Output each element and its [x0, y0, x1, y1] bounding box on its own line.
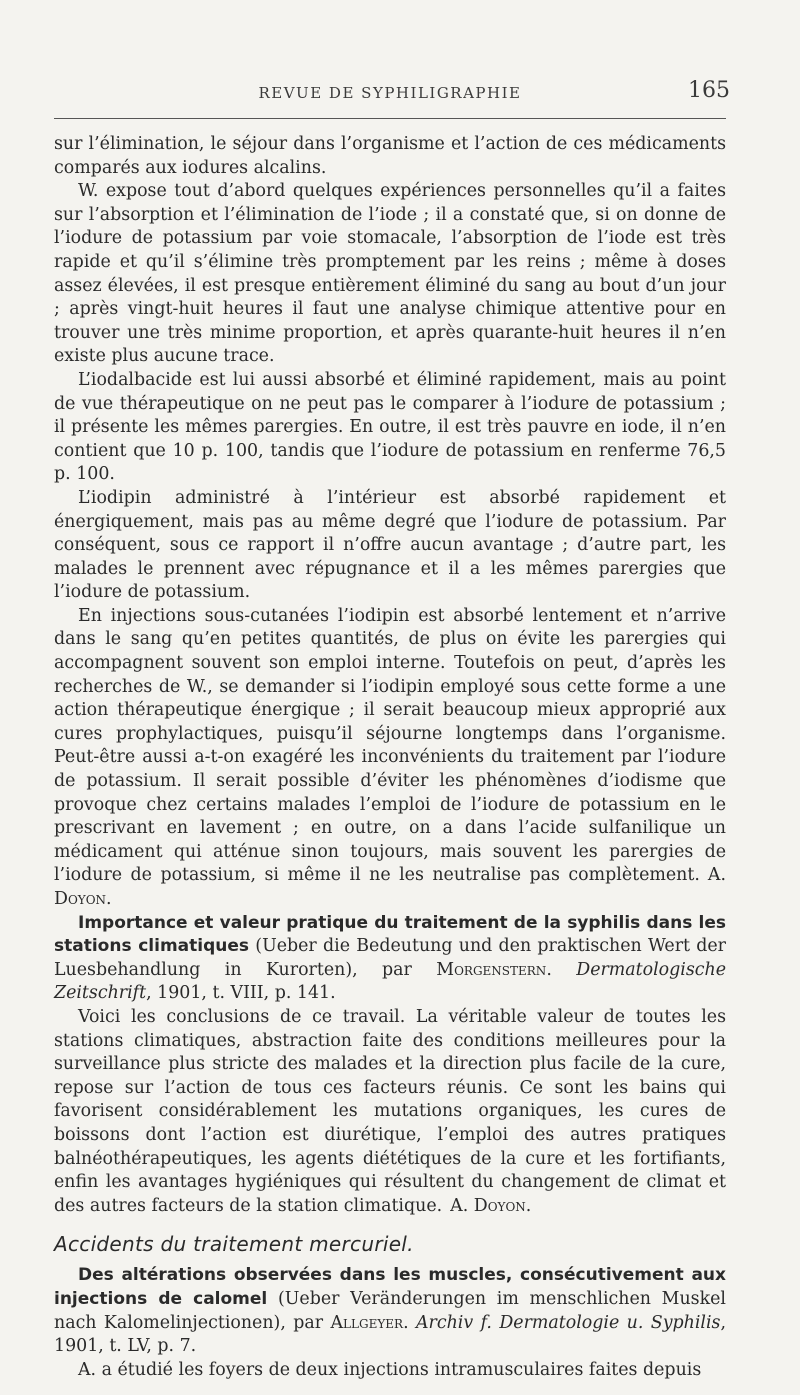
signature-doyon-1: A. Doyon. — [54, 865, 726, 909]
paragraph-1: sur l’élimination, le séjour dans l’organisme et l’action de ces médicaments comparés aux iodures alcalins. — [54, 134, 726, 178]
article-1-ref-b: . — [546, 959, 577, 980]
paragraph-5-text: En injections sous-cutanées l’iodipin est absorbé lentement et n’arrive dans le sang qu’en petites quantités, de plus on évite les parergies qui accompagnent souvent son emploi interne. Toutefois on peut, d’après les recherches de W., se demander si l’iodipin employé sous cette forme a une action thérapeutique énergique ; il serait beaucoup mieux approprié aux cures prophylactiques, puisqu’il séjourne longtemps dans l’organisme. Peut-être aussi a-t-on exagéré les inconvénients du traitement par l’iodure de potassium. Il serait possible d’éviter les phénomènes d’iodisme que provoque chez certains malades l’emploi de l’iodure de potassium en le prescrivant en lavement ; en outre, on a dans l’acide sulfanilique un médicament qui atténue sinon toujours, mais souvent les parergies de l’iodure de potassium, si même il ne les neutralise pas complètement. — [54, 605, 726, 886]
article-2-ref-a: (Ueber Veränderungen im menschlichen Muskel nach Kalomelinjectionen), par — [54, 1288, 726, 1333]
paragraph-2: W. expose tout d’abord quelques expériences personnelles qu’il a faites sur l’absorption et l’élimination de l’iode ; il a constaté que, si on donne de l’iodure de potassium par voie stomacale, l’absorption de l’iode est très rapide et qu’il s’élimine très promptement par les reins ; même à doses assez élevées, il est presque entièrement éliminé du sang au bout d’un jour ; après vingt-huit heures il faut une analyse chimique attentive pour en trouver une très minime proportion, et après quarante-huit heures il n’en existe plus aucune trace. — [54, 181, 726, 367]
paragraph-3: L’iodalbacide est lui aussi absorbé et éliminé rapidement, mais au point de vue thérapeutique on ne peut pas le comparer à l’iodure de potassium ; il présente les mêmes parergies. En outre, il est très pauvre en iode, il n’en contient que 10 p. 100, tandis que l’iodure de potassium en renferme 76,5 p. 100. — [54, 369, 726, 485]
article-1-ref-a: (Ueber die Bedeutung und den praktischen Wert der Luesbehandlung in Kurorten), par — [54, 936, 726, 980]
page — [54, 78, 730, 1382]
header-rule — [54, 118, 726, 119]
article-2-ref-b: . — [403, 1312, 416, 1333]
article-2-author: Allgeyer — [330, 1312, 404, 1333]
article-1-author: Morgenstern — [436, 959, 547, 980]
paragraph-4: L’iodipin administré à l’intérieur est absorbé rapidement et énergiquement, mais pas au même degré que l’iodure de potassium. Par conséquent, sous ce rapport il n’offre aucun avantage ; d’autre part, les malades le prennent avec répugnance et il a les mêmes parergies que l’iodure de potassium. — [54, 487, 726, 603]
article-2-title: Des altérations observées dans les muscles, consécutivement aux injections de calomel — [54, 1265, 726, 1309]
running-title: REVUE DE SYPHILIGRAPHIE — [258, 84, 522, 102]
paragraph-5 — [54, 605, 726, 912]
article-1-ref-c: , 1901, t. VIII, p. 141. — [146, 983, 336, 1004]
section-title: Accidents du traitement mercuriel. — [54, 1232, 414, 1257]
article-2-heading — [54, 1264, 726, 1358]
page-number: 165 — [688, 78, 730, 103]
signature-doyon-2: A. Doyon. — [450, 1195, 532, 1216]
article-1-heading — [54, 912, 726, 1006]
article-2-journal: Archiv f. Dermatologie u. Syphilis — [416, 1312, 721, 1333]
paragraph-6 — [54, 1006, 726, 1218]
article-2-ref-c: , 1901, t. LV, p. 7. — [54, 1312, 726, 1357]
page-header — [54, 78, 730, 108]
paragraph-7: A. a étudié les foyers de deux injections intramusculaires faites depuis — [78, 1359, 702, 1380]
paragraph-6-text: Voici les conclusions de ce travail. La véritable valeur de toutes les stations climatiques, abstraction faite des conditions meilleures pour la surveillance plus stricte des malades et la direction plus facile de la cure, repose sur l’action de tous ces facteurs réunis. Ce sont les bains qui favorisent considérablement les mutations organiques, les cures de boissons dont l’action est diurétique, l’emploi des autres pratiques balnéothérapeutiques, les agents diététiques de la cure et les fortifiants, enfin les avantages hygiéniques qui résultent du changement de climat et des autres facteurs de la station climatique. — [54, 1006, 726, 1216]
article-1-title: Importance et valeur pratique du traitement de la syphilis dans les stations climatiques — [54, 912, 726, 957]
article-1-journal: Dermatologische Zeitschrift — [54, 959, 726, 1004]
